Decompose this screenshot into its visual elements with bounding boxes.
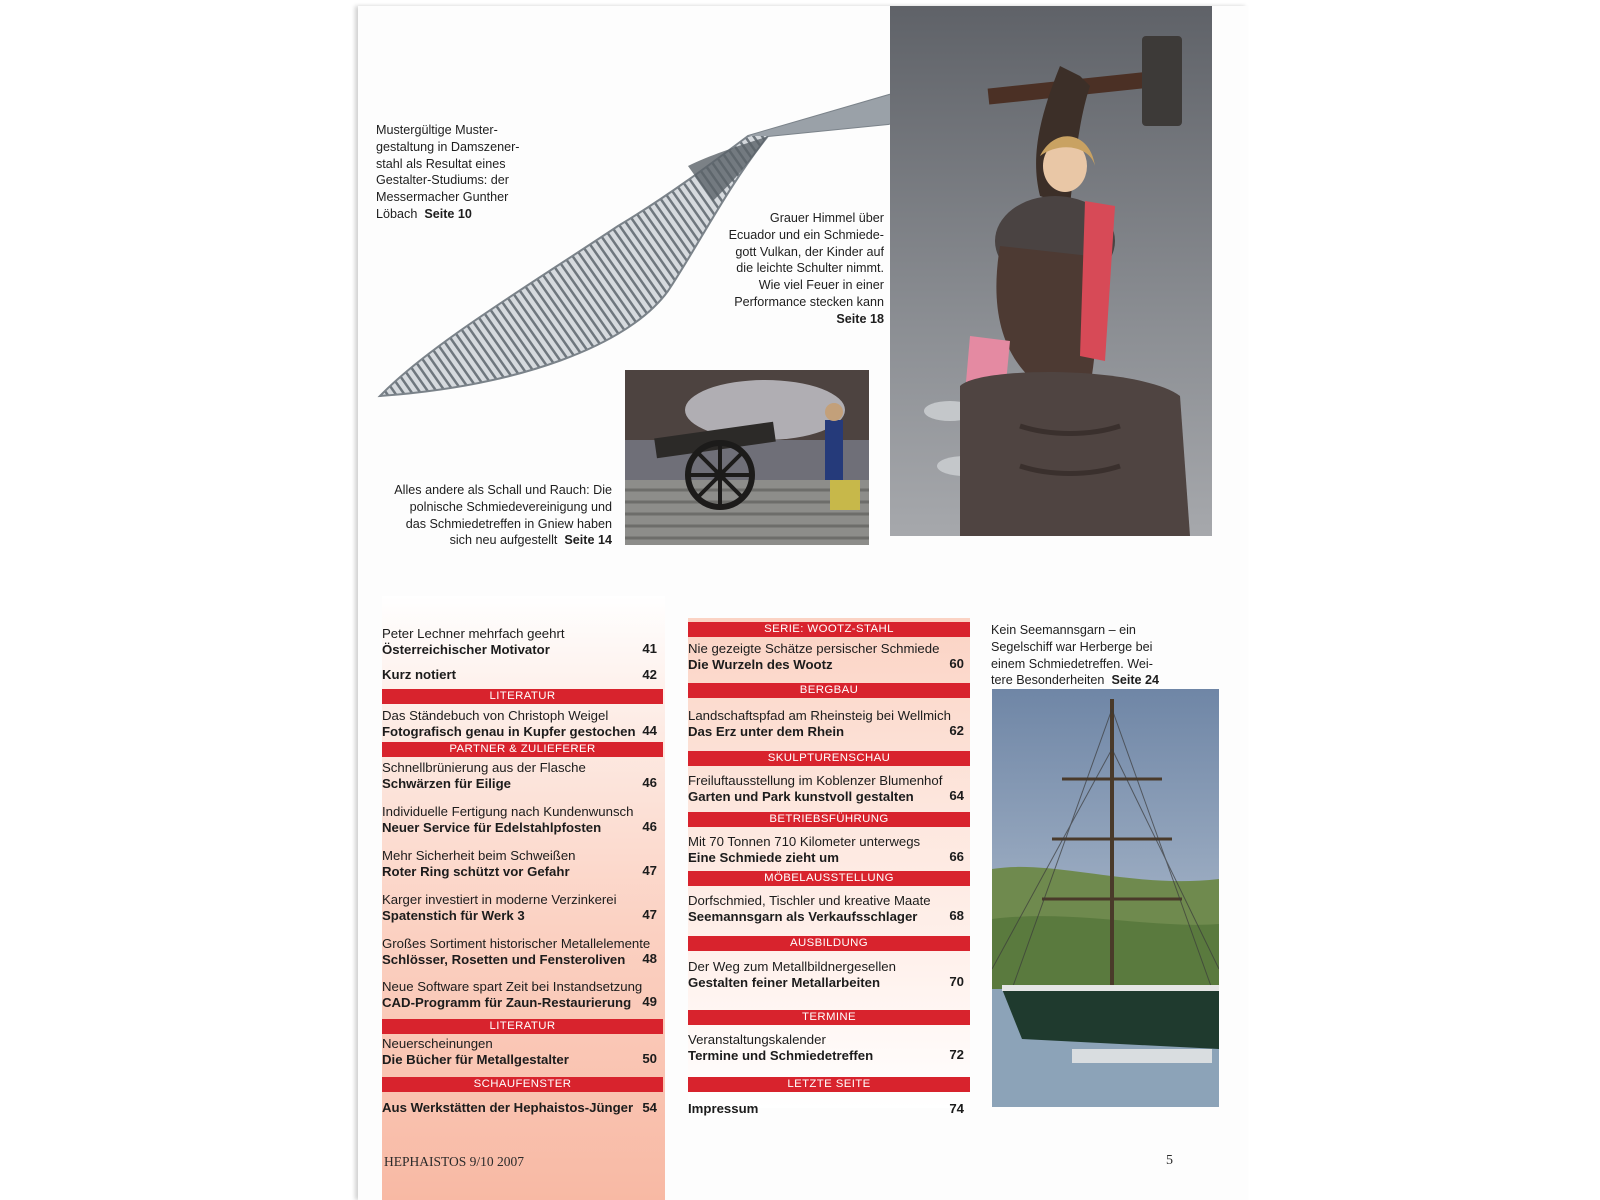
toc-entry-page: 64 xyxy=(949,788,964,803)
toc-entry-title: Seemannsgarn als Verkaufsschlager xyxy=(688,908,918,924)
section-header: LITERATUR xyxy=(382,1019,663,1034)
caption-line: Kein Seemannsgarn – ein xyxy=(991,623,1136,637)
toc-entry-page: 47 xyxy=(642,907,657,922)
toc-entry-subtitle: Das Ständebuch von Christoph Weigel xyxy=(382,708,609,723)
toc-entry-subtitle: Dorfschmied, Tischler und kreative Maate xyxy=(688,893,931,908)
toc-entry-page: 74 xyxy=(949,1101,964,1116)
toc-entry-subtitle: Mit 70 Tonnen 710 Kilometer unterwegs xyxy=(688,834,921,849)
toc-entry[interactable] xyxy=(382,760,663,791)
toc-entry-page: 47 xyxy=(642,863,657,878)
caption-cannon xyxy=(368,482,612,549)
toc-entry[interactable] xyxy=(382,892,663,923)
magazine-page xyxy=(358,6,1248,1200)
toc-entry-page: 72 xyxy=(949,1047,964,1062)
caption-line: Alles andere als Schall und Rauch: Die xyxy=(394,483,612,497)
toc-entry-page: 50 xyxy=(642,1051,657,1066)
section-header: SERIE: WOOTZ-STAHL xyxy=(688,622,970,637)
toc-entry-page: 66 xyxy=(949,849,964,864)
toc-entry[interactable] xyxy=(382,848,663,879)
caption-line: einem Schmiedetreffen. Wei- xyxy=(991,656,1153,671)
toc-entry-page: 62 xyxy=(949,723,964,738)
toc-entry-page: 48 xyxy=(642,951,657,966)
toc-entry-page: 44 xyxy=(642,723,657,738)
toc-entry[interactable] xyxy=(688,708,970,739)
toc-entry-title: Gestalten feiner Metallarbeiten xyxy=(688,974,881,990)
section-header: SKULPTURENSCHAU xyxy=(688,751,970,766)
toc-entry[interactable] xyxy=(382,1036,663,1067)
toc-entry-subtitle: Neue Software spart Zeit bei Instandsetzung xyxy=(382,979,643,994)
toc-entry-page: 42 xyxy=(642,667,657,682)
caption-page-ref: Seite 18 xyxy=(836,311,884,326)
cannon-photo xyxy=(625,370,869,545)
section-header: LITERATUR xyxy=(382,689,663,704)
toc-entry-page: 70 xyxy=(949,974,964,989)
caption-line: Performance stecken kann xyxy=(734,294,884,309)
page-number: 5 xyxy=(1166,1153,1173,1168)
caption-line: Mustergültige Muster- xyxy=(376,123,498,137)
caption-line: Segelschiff war Herberge bei xyxy=(991,639,1153,654)
toc-entry-subtitle: Karger investiert in moderne Verzinkerei xyxy=(382,892,617,907)
toc-entry[interactable] xyxy=(688,1101,970,1117)
toc-entry-subtitle: Landschaftspfad am Rheinsteig bei Wellmich xyxy=(688,708,951,723)
toc-entry[interactable] xyxy=(382,804,663,835)
caption-line: Grauer Himmel über xyxy=(769,211,884,225)
toc-entry-page: 60 xyxy=(949,656,964,671)
toc-entry-title: Österreichischer Motivator xyxy=(382,641,550,657)
toc-entry-title: Roter Ring schützt vor Gefahr xyxy=(382,863,570,879)
caption-page-ref: Seite 10 xyxy=(424,206,472,221)
section-header: MÖBELAUSSTELLUNG xyxy=(688,871,970,886)
section-header: BETRIEBSFÜHRUNG xyxy=(688,812,970,827)
caption-page-ref: Seite 14 xyxy=(564,533,612,548)
toc-entry-subtitle: Freiluftausstellung im Koblenzer Blumenhof xyxy=(688,773,943,788)
vulkan-statue-photo xyxy=(890,6,1212,536)
toc-entry-page: 54 xyxy=(642,1100,657,1115)
toc-entry[interactable] xyxy=(382,936,663,967)
toc-entry[interactable] xyxy=(688,773,970,804)
caption-line: tere Besonderheiten xyxy=(991,673,1105,688)
toc-entry-title: Schlösser, Rosetten und Fensteroliven xyxy=(382,951,626,967)
toc-entry-title: Die Wurzeln des Wootz xyxy=(688,656,833,672)
toc-entry-page: 46 xyxy=(642,775,657,790)
section-header: PARTNER & ZULIEFERER xyxy=(382,742,663,757)
toc-entry-subtitle: Mehr Sicherheit beim Schweißen xyxy=(382,848,576,863)
caption-line: die leichte Schulter nimmt. xyxy=(736,261,884,276)
caption-line: stahl als Resultat eines xyxy=(376,156,506,171)
toc-entry-title: Neuer Service für Edelstahlpfosten xyxy=(382,819,602,835)
section-header: SCHAUFENSTER xyxy=(382,1077,663,1092)
section-header: LETZTE SEITE xyxy=(688,1077,970,1092)
toc-entry-title: Die Bücher für Metallgestalter xyxy=(382,1051,569,1067)
caption-line: gott Vulkan, der Kinder auf xyxy=(735,244,884,259)
caption-line: polnische Schmiedevereinigung und xyxy=(409,499,612,514)
toc-entry-page: 46 xyxy=(642,819,657,834)
toc-entry-title: Das Erz unter dem Rhein xyxy=(688,723,845,739)
toc-entry-title: Kurz notiert xyxy=(382,667,456,682)
toc-entry-title: Impressum xyxy=(688,1101,759,1116)
section-header: TERMINE xyxy=(688,1010,970,1025)
toc-entry[interactable] xyxy=(688,1032,970,1063)
toc-entry-subtitle: Neuerscheinungen xyxy=(382,1036,493,1051)
toc-entry[interactable] xyxy=(382,626,663,657)
section-header: AUSBILDUNG xyxy=(688,936,970,951)
sailing-ship-photo xyxy=(992,689,1219,1107)
toc-entry-title: Eine Schmiede zieht um xyxy=(688,849,839,865)
caption-page-ref: Seite 24 xyxy=(1111,673,1160,688)
toc-entry[interactable] xyxy=(688,641,970,672)
caption-vulkan xyxy=(688,210,884,328)
caption-line: Ecuador und ein Schmiede- xyxy=(728,227,884,242)
caption-ship xyxy=(991,622,1216,689)
caption-line: Löbach xyxy=(376,206,418,221)
caption-knife xyxy=(376,122,546,223)
toc-entry[interactable] xyxy=(382,708,663,739)
toc-entry[interactable] xyxy=(688,959,970,990)
toc-entry-subtitle: Veranstaltungskalender xyxy=(688,1032,826,1047)
toc-entry[interactable] xyxy=(688,893,970,924)
toc-entry[interactable] xyxy=(382,1100,663,1116)
toc-entry-subtitle: Peter Lechner mehrfach geehrt xyxy=(382,626,565,641)
toc-entry-subtitle: Schnellbrünierung aus der Flasche xyxy=(382,760,586,775)
toc-entry-title: Aus Werkstätten der Hephaistos-Jünger xyxy=(382,1100,634,1115)
caption-line: Wie viel Feuer in einer xyxy=(758,278,884,293)
toc-entry-title: Fotografisch genau in Kupfer gestochen xyxy=(382,723,636,739)
toc-entry-page: 49 xyxy=(642,994,657,1009)
caption-line: das Schmiedetreffen in Gniew haben xyxy=(405,516,612,531)
toc-entry-subtitle: Nie gezeigte Schätze persischer Schmiede xyxy=(688,641,940,656)
toc-entry-subtitle: Individuelle Fertigung nach Kundenwunsch xyxy=(382,804,634,819)
caption-line: Gestalter-Studiums: der xyxy=(376,173,509,188)
toc-entry-title: CAD-Programm für Zaun-Restaurierung xyxy=(382,994,632,1010)
caption-line: sich neu aufgestellt xyxy=(449,533,558,548)
toc-entry[interactable] xyxy=(688,834,970,865)
toc-entry-title: Garten und Park kunstvoll gestalten xyxy=(688,788,914,804)
toc-entry-title: Schwärzen für Eilige xyxy=(382,775,511,791)
caption-line: Messermacher Gunther xyxy=(376,190,509,205)
toc-entry[interactable] xyxy=(382,979,663,1010)
toc-entry-subtitle: Großes Sortiment historischer Metallelemente xyxy=(382,936,651,951)
toc-entry-title: Spatenstich für Werk 3 xyxy=(382,907,525,923)
toc-entry[interactable] xyxy=(382,667,663,683)
toc-entry-page: 41 xyxy=(642,641,657,656)
toc-entry-title: Termine und Schmiedetreffen xyxy=(688,1047,874,1063)
toc-entry-page: 68 xyxy=(949,908,964,923)
toc-entry-subtitle: Der Weg zum Metallbildnergesellen xyxy=(688,959,896,974)
section-header: BERGBAU xyxy=(688,683,970,698)
magazine-issue-footer: HEPHAISTOS 9/10 2007 xyxy=(384,1154,525,1169)
caption-line: gestaltung in Damszener- xyxy=(376,139,520,154)
